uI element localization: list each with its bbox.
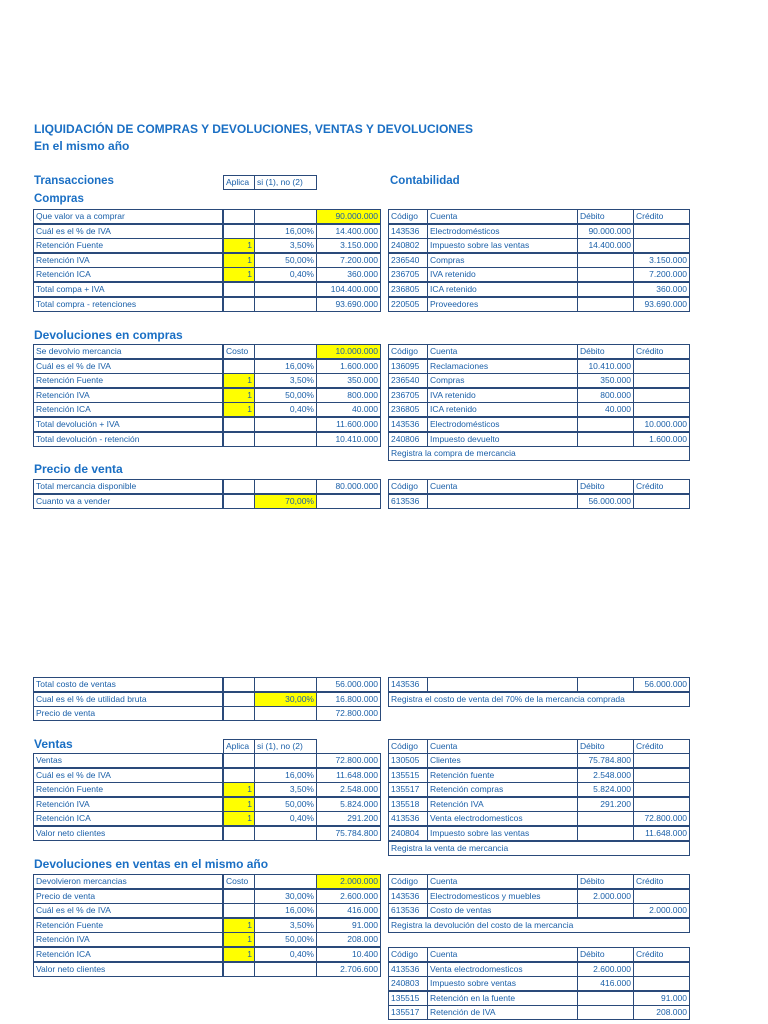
percent-cell: 3,50% bbox=[254, 238, 317, 253]
row-label: Retención ICA bbox=[33, 947, 223, 962]
debit-cell: 5.824.000 bbox=[577, 782, 634, 797]
percent-cell: 3,50% bbox=[254, 782, 317, 797]
account-name: Electrodomésticos bbox=[427, 224, 578, 239]
value-cell: 2.000.000 bbox=[316, 874, 381, 889]
account-name: Retención fuente bbox=[427, 768, 578, 783]
account-name: Costo de ventas bbox=[427, 903, 578, 918]
account-name: Retención compras bbox=[427, 782, 578, 797]
credito-header: Crédito bbox=[633, 947, 690, 962]
account-name: IVA retenido bbox=[427, 388, 578, 403]
page-subtitle: En el mismo año bbox=[34, 139, 130, 153]
account-name: Retención de IVA bbox=[427, 1005, 578, 1020]
account-code: 135515 bbox=[388, 768, 428, 783]
account-name: IVA retenido bbox=[427, 267, 578, 282]
aplica-flag bbox=[223, 753, 255, 768]
percent-cell bbox=[254, 344, 317, 359]
empty-cell bbox=[223, 677, 255, 692]
aplica-flag bbox=[223, 962, 255, 977]
account-name: Retención IVA bbox=[427, 797, 578, 812]
credit-cell bbox=[633, 782, 690, 797]
account-code: 143536 bbox=[388, 889, 428, 904]
percent-cell bbox=[254, 209, 317, 224]
credito-header: Crédito bbox=[633, 874, 690, 889]
account-name: Impuesto sobre las ventas bbox=[427, 238, 578, 253]
debit-cell: 291.200 bbox=[577, 797, 634, 812]
value-cell: 90.000.000 bbox=[316, 209, 381, 224]
value-cell: 2.600.000 bbox=[316, 889, 381, 904]
value-cell: 72.800.000 bbox=[316, 753, 381, 768]
debit-cell bbox=[577, 991, 634, 1006]
percent-cell: 16,00% bbox=[254, 768, 317, 783]
credit-cell: 10.000.000 bbox=[633, 417, 690, 432]
value-cell: 800.000 bbox=[316, 388, 381, 403]
credit-cell: 72.800.000 bbox=[633, 811, 690, 826]
account-name: Compras bbox=[427, 373, 578, 388]
aplica-flag bbox=[223, 344, 255, 359]
aplica-header: Aplica bbox=[223, 739, 255, 754]
debit-cell: 2.000.000 bbox=[577, 889, 634, 904]
account-code: 613536 bbox=[388, 494, 428, 509]
aplica-flag: 1 bbox=[223, 811, 255, 826]
value-cell: 11.600.000 bbox=[316, 417, 381, 432]
credit-cell bbox=[633, 768, 690, 783]
cuenta-header: Cuenta bbox=[427, 947, 578, 962]
row-label: Total devolución - retención bbox=[33, 432, 223, 447]
debit-cell bbox=[577, 826, 634, 841]
row-label: Retención IVA bbox=[33, 797, 223, 812]
cuenta-header: Cuenta bbox=[427, 344, 578, 359]
value-cell: 93.690.000 bbox=[316, 297, 381, 312]
percent-cell: 3,50% bbox=[254, 373, 317, 388]
row-label: Total mercancia disponible bbox=[33, 479, 223, 494]
account-name: Impuesto sobre ventas bbox=[427, 976, 578, 991]
codigo-header: Código bbox=[388, 209, 428, 224]
aplica-flag: 1 bbox=[223, 267, 255, 282]
debit-cell: 800.000 bbox=[577, 388, 634, 403]
row-label: Retención IVA bbox=[33, 932, 223, 947]
credit-cell bbox=[633, 976, 690, 991]
aplica-flag bbox=[223, 417, 255, 432]
aplica-flag: 1 bbox=[223, 918, 255, 933]
percent-cell bbox=[254, 706, 317, 721]
value-cell: 16.800.000 bbox=[316, 692, 381, 707]
percent-cell: 16,00% bbox=[254, 903, 317, 918]
account-code: 143536 bbox=[388, 224, 428, 239]
debit-cell: 56.000.000 bbox=[577, 494, 634, 509]
row-label: Total compra - retenciones bbox=[33, 297, 223, 312]
codigo-header: Código bbox=[388, 947, 428, 962]
percent-cell: 0,40% bbox=[254, 947, 317, 962]
account-name: Clientes bbox=[427, 753, 578, 768]
debito-header: Débito bbox=[577, 947, 634, 962]
percent-cell: 30,00% bbox=[254, 692, 317, 707]
account-code: 236805 bbox=[388, 402, 428, 417]
debit-cell bbox=[577, 253, 634, 268]
cuenta-header: Cuenta bbox=[427, 739, 578, 754]
account-code: 135515 bbox=[388, 991, 428, 1006]
row-label: Precio de venta bbox=[33, 889, 223, 904]
percent-cell: 16,00% bbox=[254, 359, 317, 374]
value-cell: 360.000 bbox=[316, 267, 381, 282]
account-name: Compras bbox=[427, 253, 578, 268]
entry-note: Registra la venta de mercancia bbox=[388, 841, 690, 856]
value-cell: 291.200 bbox=[316, 811, 381, 826]
value-cell: 416.000 bbox=[316, 903, 381, 918]
codigo-header: Código bbox=[388, 479, 428, 494]
dev-compras-heading: Devoluciones en compras bbox=[34, 328, 183, 342]
entry-note: Registra la devolución del costo de la mercancia bbox=[388, 918, 690, 933]
credit-cell bbox=[633, 889, 690, 904]
aplica-flag bbox=[223, 297, 255, 312]
account-code: 136095 bbox=[388, 359, 428, 374]
value-cell: 5.824.000 bbox=[316, 797, 381, 812]
value-cell: 7.200.000 bbox=[316, 253, 381, 268]
row-label: Retención ICA bbox=[33, 402, 223, 417]
debit-cell bbox=[577, 297, 634, 312]
value-cell: 14.400.000 bbox=[316, 224, 381, 239]
debito-header: Débito bbox=[577, 209, 634, 224]
precio-venta-heading: Precio de venta bbox=[34, 462, 123, 476]
empty-cell bbox=[223, 479, 255, 494]
dev-ventas-heading: Devoluciones en ventas en el mismo año bbox=[34, 857, 269, 871]
account-name: Retención en la fuente bbox=[427, 991, 578, 1006]
value-cell: 40.000 bbox=[316, 402, 381, 417]
debit-cell: 2.548.000 bbox=[577, 768, 634, 783]
debit-cell: 350.000 bbox=[577, 373, 634, 388]
credito-header: Crédito bbox=[633, 344, 690, 359]
value-cell: 1.600.000 bbox=[316, 359, 381, 374]
percent-cell: 0,40% bbox=[254, 811, 317, 826]
credit-cell bbox=[633, 797, 690, 812]
debit-cell: 2.600.000 bbox=[577, 962, 634, 977]
account-code: 236805 bbox=[388, 282, 428, 297]
debit-cell: 14.400.000 bbox=[577, 238, 634, 253]
percent-cell bbox=[254, 677, 317, 692]
account-code: 240803 bbox=[388, 976, 428, 991]
aplica-flag: 1 bbox=[223, 388, 255, 403]
account-code: 220505 bbox=[388, 297, 428, 312]
account-name bbox=[427, 494, 578, 509]
value-cell: 10.410.000 bbox=[316, 432, 381, 447]
account-code: 240802 bbox=[388, 238, 428, 253]
account-code: 135518 bbox=[388, 797, 428, 812]
account-code: 413536 bbox=[388, 962, 428, 977]
page-title: LIQUIDACIÓN DE COMPRAS Y DEVOLUCIONES, VENTAS Y DEVOLUCIONES bbox=[34, 122, 473, 136]
account-name: Electrodomesticos y muebles bbox=[427, 889, 578, 904]
value-cell: 350.000 bbox=[316, 373, 381, 388]
account-code: 236705 bbox=[388, 267, 428, 282]
aplica-flag bbox=[223, 903, 255, 918]
si-no-header: si (1), no (2) bbox=[254, 739, 317, 754]
empty-cell bbox=[223, 706, 255, 721]
account-name bbox=[427, 677, 578, 692]
aplica-header: Aplica bbox=[223, 175, 255, 190]
aplica-flag bbox=[223, 889, 255, 904]
debit-cell bbox=[577, 1005, 634, 1020]
value-cell: 80.000.000 bbox=[316, 479, 381, 494]
debit-cell bbox=[577, 903, 634, 918]
row-label: Se devolvio mercancia bbox=[33, 344, 223, 359]
credit-cell: 7.200.000 bbox=[633, 267, 690, 282]
row-label: Cuanto va a vender bbox=[33, 494, 223, 509]
value-cell bbox=[316, 494, 381, 509]
credit-cell bbox=[633, 388, 690, 403]
percent-cell bbox=[254, 962, 317, 977]
row-label: Retención IVA bbox=[33, 253, 223, 268]
debit-cell: 416.000 bbox=[577, 976, 634, 991]
credit-cell: 56.000.000 bbox=[633, 677, 690, 692]
value-cell: 72.800.000 bbox=[316, 706, 381, 721]
percent-cell: 50,00% bbox=[254, 797, 317, 812]
aplica-flag: 1 bbox=[223, 782, 255, 797]
value-cell: 10.400 bbox=[316, 947, 381, 962]
percent-cell: 16,00% bbox=[254, 224, 317, 239]
account-name: Venta electrodomesticos bbox=[427, 962, 578, 977]
percent-cell bbox=[254, 297, 317, 312]
debito-header: Débito bbox=[577, 344, 634, 359]
costo-label: Costo bbox=[223, 874, 255, 889]
account-name: Venta electrodomesticos bbox=[427, 811, 578, 826]
row-label: Valor neto clientes bbox=[33, 826, 223, 841]
row-label: Cual es el % de utilidad bruta bbox=[33, 692, 223, 707]
debit-cell bbox=[577, 811, 634, 826]
row-label: Que valor va a comprar bbox=[33, 209, 223, 224]
credit-cell bbox=[633, 224, 690, 239]
credit-cell bbox=[633, 402, 690, 417]
cuenta-header: Cuenta bbox=[427, 479, 578, 494]
aplica-flag: 1 bbox=[223, 402, 255, 417]
entry-note: Registra la compra de mercancia bbox=[388, 446, 690, 461]
value-cell: 2.548.000 bbox=[316, 782, 381, 797]
row-label: Cuál es el % de IVA bbox=[33, 903, 223, 918]
debito-header: Débito bbox=[577, 739, 634, 754]
cuenta-header: Cuenta bbox=[427, 209, 578, 224]
percent-cell: 0,40% bbox=[254, 402, 317, 417]
value-cell: 11.648.000 bbox=[316, 768, 381, 783]
account-code: 413536 bbox=[388, 811, 428, 826]
credit-cell: 2.000.000 bbox=[633, 903, 690, 918]
account-name: Electrodomésticos bbox=[427, 417, 578, 432]
credit-cell: 93.690.000 bbox=[633, 297, 690, 312]
row-label: Cuál es el % de IVA bbox=[33, 359, 223, 374]
row-label: Retención ICA bbox=[33, 267, 223, 282]
account-name: Impuesto devuelto bbox=[427, 432, 578, 447]
percent-cell: 3,50% bbox=[254, 918, 317, 933]
percent-cell: 50,00% bbox=[254, 932, 317, 947]
percent-cell bbox=[254, 874, 317, 889]
empty-cell bbox=[223, 494, 255, 509]
credito-header: Crédito bbox=[633, 739, 690, 754]
percent-cell bbox=[254, 432, 317, 447]
debit-cell: 40.000 bbox=[577, 402, 634, 417]
row-label: Retención Fuente bbox=[33, 918, 223, 933]
percent-cell bbox=[254, 826, 317, 841]
account-name: ICA retenido bbox=[427, 282, 578, 297]
percent-cell: 70,00% bbox=[254, 494, 317, 509]
aplica-flag: 1 bbox=[223, 238, 255, 253]
debito-header: Débito bbox=[577, 874, 634, 889]
account-code: 135517 bbox=[388, 782, 428, 797]
cuenta-header: Cuenta bbox=[427, 874, 578, 889]
percent-cell bbox=[254, 282, 317, 297]
value-cell: 2.706.600 bbox=[316, 962, 381, 977]
percent-cell: 50,00% bbox=[254, 388, 317, 403]
row-label: Precio de venta bbox=[33, 706, 223, 721]
value-cell: 104.400.000 bbox=[316, 282, 381, 297]
debit-cell: 75.784.800 bbox=[577, 753, 634, 768]
row-label: Cuál es el % de IVA bbox=[33, 224, 223, 239]
codigo-header: Código bbox=[388, 874, 428, 889]
debit-cell bbox=[577, 282, 634, 297]
contabilidad-heading: Contabilidad bbox=[390, 175, 460, 187]
aplica-flag bbox=[223, 209, 255, 224]
aplica-flag bbox=[223, 282, 255, 297]
row-label: Total devolución + IVA bbox=[33, 417, 223, 432]
row-label: Retención Fuente bbox=[33, 782, 223, 797]
debit-cell bbox=[577, 417, 634, 432]
debit-cell bbox=[577, 432, 634, 447]
credit-cell: 360.000 bbox=[633, 282, 690, 297]
debit-cell: 10.410.000 bbox=[577, 359, 634, 374]
aplica-flag bbox=[223, 224, 255, 239]
aplica-flag bbox=[223, 432, 255, 447]
debito-header: Débito bbox=[577, 479, 634, 494]
account-code: 236540 bbox=[388, 373, 428, 388]
credit-cell bbox=[633, 494, 690, 509]
account-code: 135517 bbox=[388, 1005, 428, 1020]
credito-header: Crédito bbox=[633, 479, 690, 494]
percent-cell bbox=[254, 753, 317, 768]
value-cell: 91.000 bbox=[316, 918, 381, 933]
account-code: 143536 bbox=[388, 417, 428, 432]
codigo-header: Código bbox=[388, 344, 428, 359]
row-label: Valor neto clientes bbox=[33, 962, 223, 977]
row-label: Total costo de ventas bbox=[33, 677, 223, 692]
account-name: Reclamaciones bbox=[427, 359, 578, 374]
aplica-flag bbox=[223, 359, 255, 374]
aplica-flag: 1 bbox=[223, 373, 255, 388]
row-label: Retención IVA bbox=[33, 388, 223, 403]
value-cell: 56.000.000 bbox=[316, 677, 381, 692]
credit-cell bbox=[633, 962, 690, 977]
credit-cell: 91.000 bbox=[633, 991, 690, 1006]
entry-note: Registra el costo de venta del 70% de la mercancia comprada bbox=[388, 692, 690, 707]
account-code: 130505 bbox=[388, 753, 428, 768]
compras-heading: Compras bbox=[34, 193, 84, 205]
credit-cell: 1.600.000 bbox=[633, 432, 690, 447]
aplica-flag bbox=[223, 874, 255, 889]
account-name: Impuesto sobre las ventas bbox=[427, 826, 578, 841]
codigo-header: Código bbox=[388, 739, 428, 754]
account-name: Proveedores bbox=[427, 297, 578, 312]
empty-cell bbox=[223, 692, 255, 707]
aplica-flag bbox=[223, 826, 255, 841]
credit-cell: 208.000 bbox=[633, 1005, 690, 1020]
row-label: Cuál es el % de IVA bbox=[33, 768, 223, 783]
account-code: 240806 bbox=[388, 432, 428, 447]
aplica-flag: 1 bbox=[223, 947, 255, 962]
percent-cell: 0,40% bbox=[254, 267, 317, 282]
transacciones-heading: Transacciones bbox=[34, 175, 114, 187]
row-label: Retención Fuente bbox=[33, 373, 223, 388]
ventas-heading: Ventas bbox=[34, 737, 73, 751]
row-label: Retención Fuente bbox=[33, 238, 223, 253]
credit-cell: 11.648.000 bbox=[633, 826, 690, 841]
credit-cell bbox=[633, 359, 690, 374]
percent-cell bbox=[254, 417, 317, 432]
row-label: Retención ICA bbox=[33, 811, 223, 826]
account-code: 240804 bbox=[388, 826, 428, 841]
credit-cell bbox=[633, 238, 690, 253]
value-cell: 208.000 bbox=[316, 932, 381, 947]
account-code: 236705 bbox=[388, 388, 428, 403]
aplica-flag: 1 bbox=[223, 797, 255, 812]
account-name: ICA retenido bbox=[427, 402, 578, 417]
credito-header: Crédito bbox=[633, 209, 690, 224]
value-cell: 10.000.000 bbox=[316, 344, 381, 359]
aplica-flag: 1 bbox=[223, 253, 255, 268]
credit-cell bbox=[633, 753, 690, 768]
account-code: 143536 bbox=[388, 677, 428, 692]
percent-cell: 50,00% bbox=[254, 253, 317, 268]
credit-cell: 3.150.000 bbox=[633, 253, 690, 268]
account-code: 613536 bbox=[388, 903, 428, 918]
value-cell: 75.784.800 bbox=[316, 826, 381, 841]
debit-cell bbox=[577, 267, 634, 282]
account-code: 236540 bbox=[388, 253, 428, 268]
value-cell: 3.150.000 bbox=[316, 238, 381, 253]
aplica-flag bbox=[223, 768, 255, 783]
debit-cell bbox=[577, 677, 634, 692]
row-label: Devolvieron mercancias bbox=[33, 874, 223, 889]
row-label: Total compa + IVA bbox=[33, 282, 223, 297]
aplica-flag: 1 bbox=[223, 932, 255, 947]
credit-cell bbox=[633, 373, 690, 388]
costo-label: Costo bbox=[223, 344, 255, 359]
percent-cell: 30,00% bbox=[254, 889, 317, 904]
row-label: Ventas bbox=[33, 753, 223, 768]
percent-cell bbox=[254, 479, 317, 494]
si-no-header: si (1), no (2) bbox=[254, 175, 317, 190]
debit-cell: 90.000.000 bbox=[577, 224, 634, 239]
